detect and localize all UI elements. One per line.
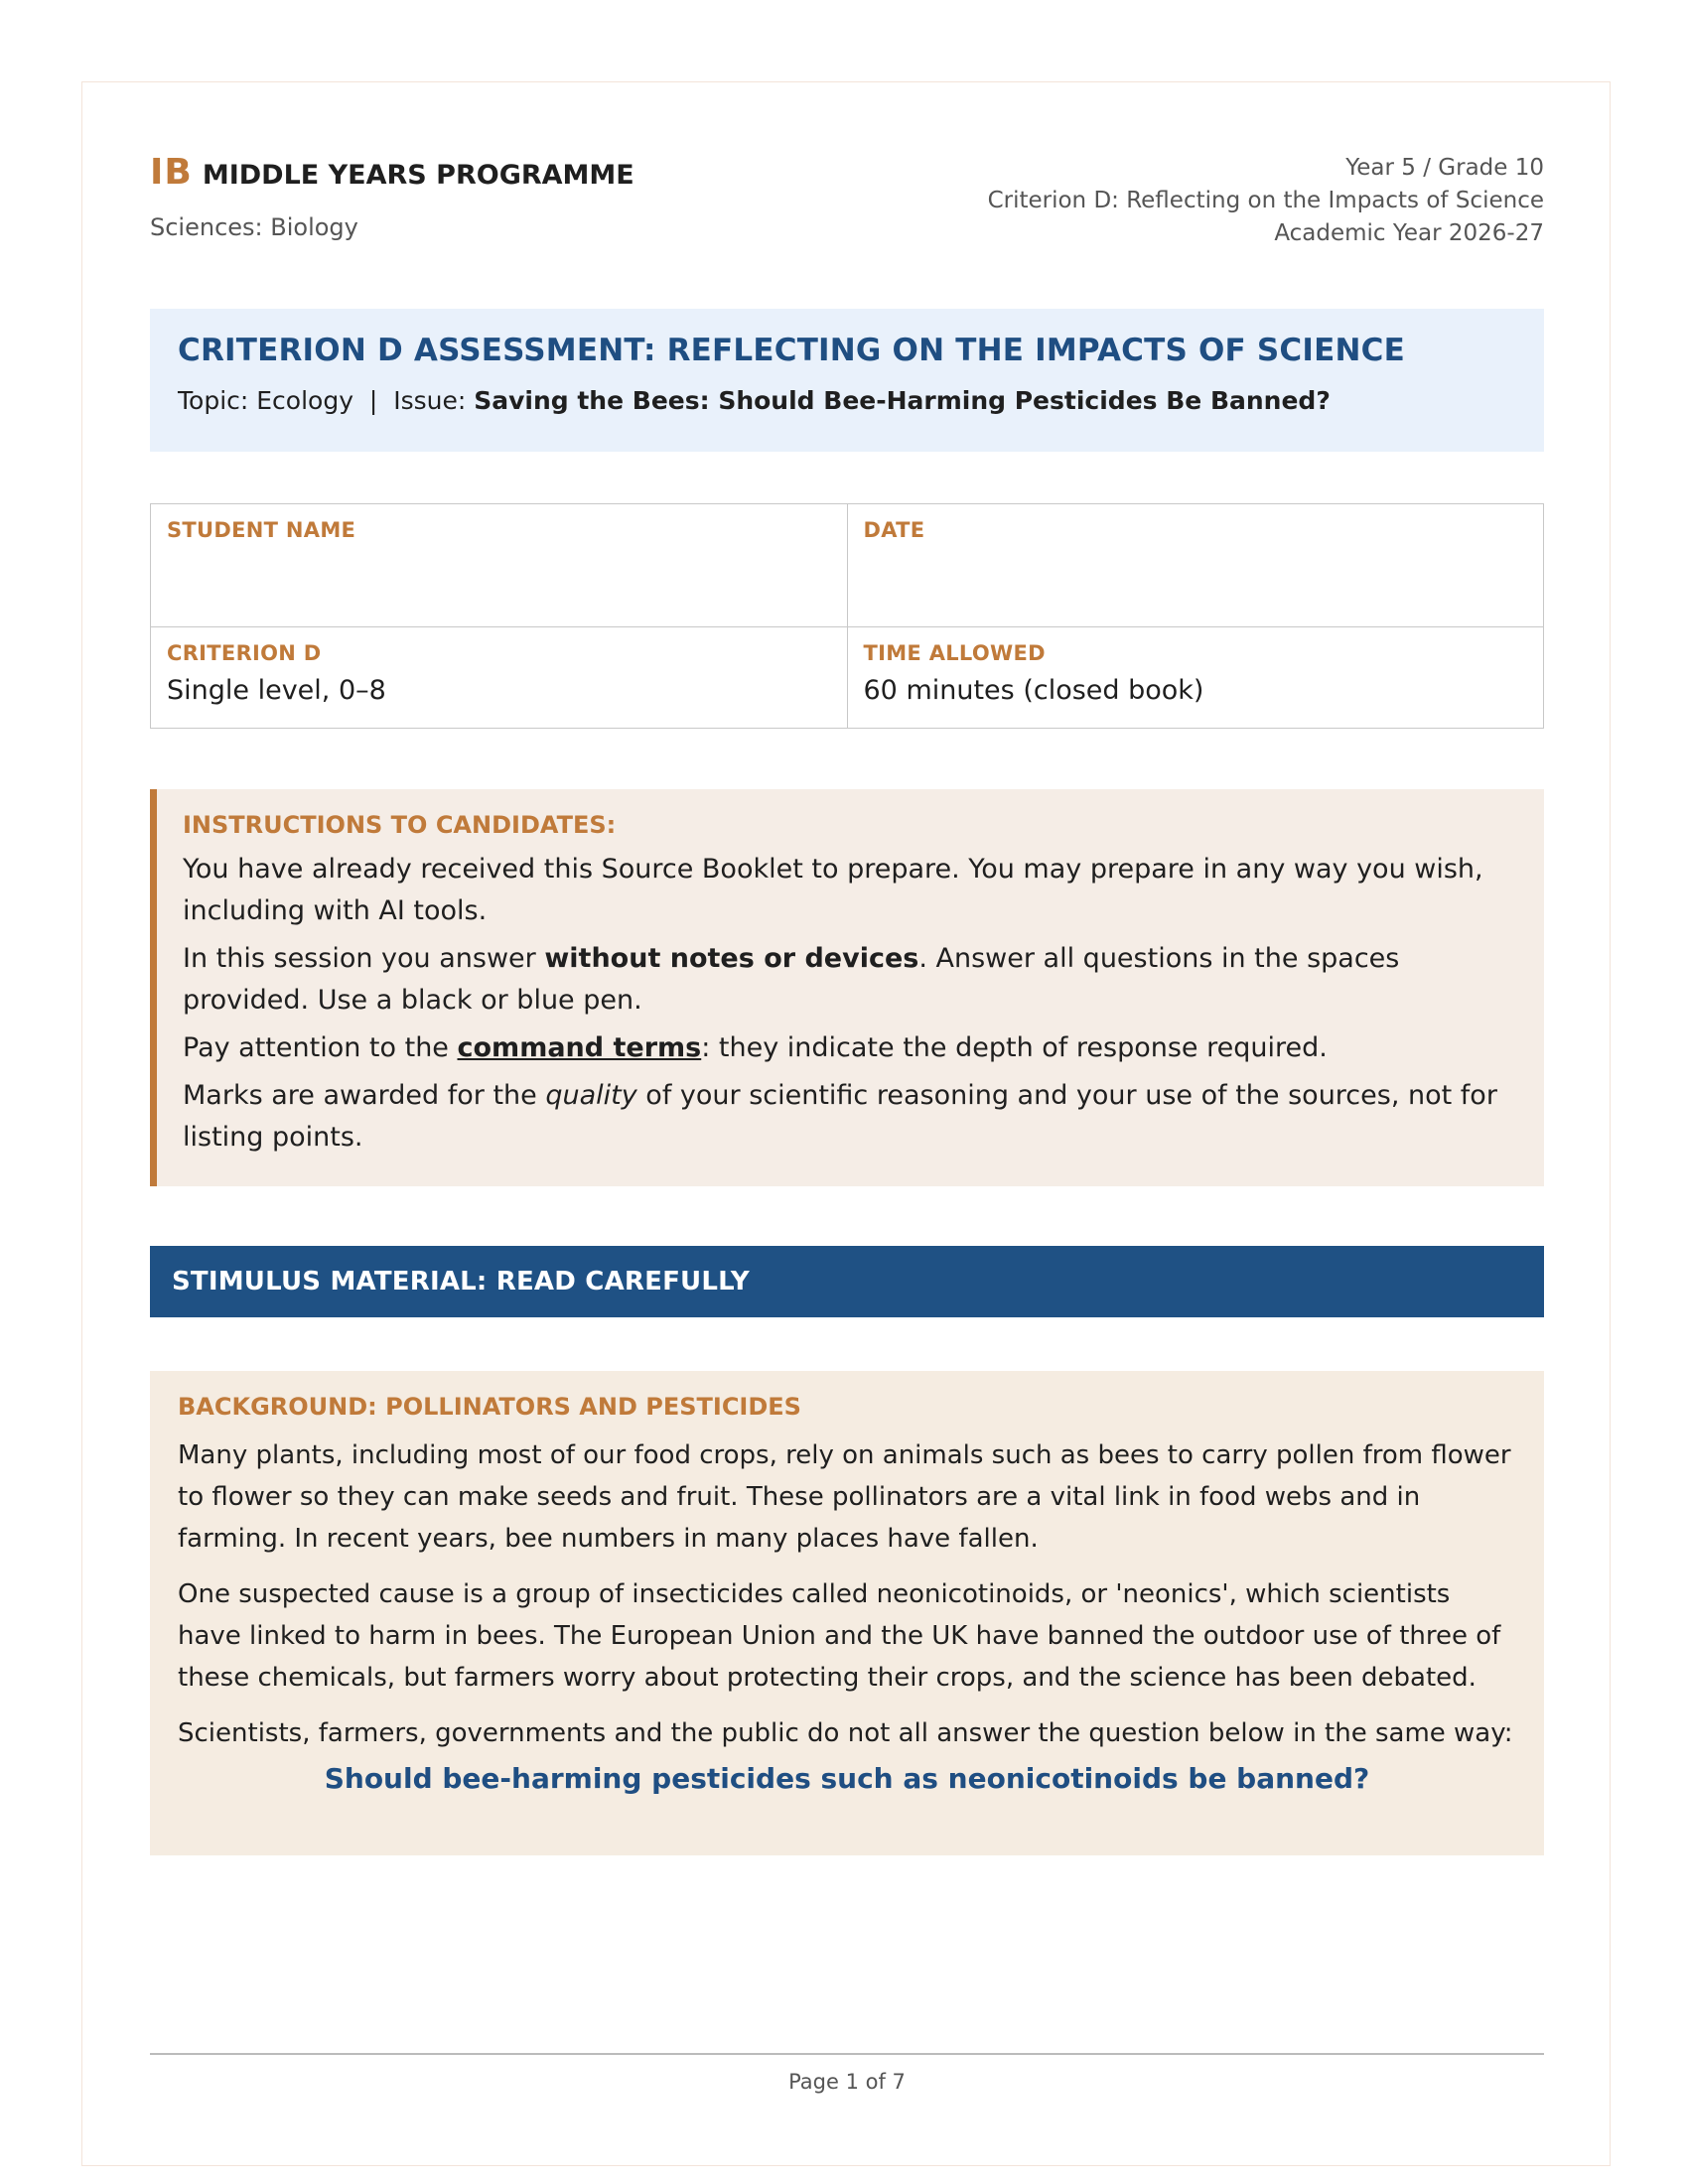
page-header xyxy=(150,152,1544,251)
quality-text: quality xyxy=(545,1080,637,1111)
background-box xyxy=(150,1371,1544,1855)
instruction-text: : they indicate the depth of response required. xyxy=(701,1032,1328,1063)
header-meta xyxy=(988,152,1544,250)
info-row xyxy=(151,504,1544,627)
footer-divider xyxy=(150,2053,1544,2055)
page-number: Page 1 of 7 xyxy=(788,2070,906,2094)
instruction-paragraph xyxy=(183,938,1518,1022)
topic-prefix: Topic: Ecology | Issue: xyxy=(178,386,475,415)
background-paragraph: One suspected cause is a group of insecticides called neonicotinoids, or 'neonics', which scientists have linked to harm in bees. The European Union and the UK have banned the outdoor use of three of these chemicals, but farmers worry about protecting their crops, and the science has been debated. xyxy=(178,1579,1501,1693)
time-allowed-value: 60 minutes (closed book) xyxy=(863,675,1204,706)
background-paragraph: Scientists, farmers, governments and the public do not all answer the question below in the same way: xyxy=(178,1718,1513,1748)
assessment-title-box xyxy=(150,309,1544,452)
background-heading: BACKGROUND: POLLINATORS AND PESTICIDES xyxy=(178,1393,801,1421)
command-terms-text: command terms xyxy=(457,1032,702,1063)
instructions-box xyxy=(150,789,1544,1186)
criterion-cell xyxy=(151,627,848,729)
time-allowed-label: TIME ALLOWED xyxy=(863,641,1046,665)
subject-label: Sciences: Biology xyxy=(150,213,358,241)
criterion-label: CRITERION D xyxy=(167,641,322,665)
key-question: Should bee-harming pesticides such as neonicotinoids be banned? xyxy=(324,1762,1370,1795)
assessment-title: CRITERION D ASSESSMENT: REFLECTING ON THE IMPACTS OF SCIENCE xyxy=(178,333,1405,368)
issue-title: Saving the Bees: Should Bee-Harming Pesticides Be Banned? xyxy=(474,386,1331,415)
instruction-paragraph: You have already received this Source Booklet to prepare. You may prepare in any way you wish, including with AI tools. xyxy=(183,854,1483,926)
page xyxy=(81,81,1611,2166)
date-label: DATE xyxy=(863,518,925,542)
criterion-subtitle: Criterion D: Reflecting on the Impacts of Science xyxy=(987,188,1544,213)
topic-line xyxy=(178,386,1516,415)
emphasis-text: without notes or devices xyxy=(544,943,919,974)
instruction-text: Pay attention to the xyxy=(183,1032,458,1063)
instruction-text: In this session you answer xyxy=(183,943,545,974)
info-row xyxy=(151,627,1544,729)
academic-year: Academic Year 2026-27 xyxy=(1274,220,1544,246)
student-info-table xyxy=(150,503,1544,729)
time-allowed-cell xyxy=(847,627,1544,729)
year-grade: Year 5 / Grade 10 xyxy=(1345,155,1544,181)
instruction-paragraph xyxy=(183,1075,1518,1159)
instruction-paragraph xyxy=(183,1027,1518,1069)
date-cell[interactable] xyxy=(847,504,1544,627)
background-paragraph: Many plants, including most of our food crops, rely on animals such as bees to carry pollen from flower to flower so they can make seeds and fruit. These pollinators are a vital link in food webs and in farming. In recent years, bee numbers in many places have fallen. xyxy=(178,1440,1511,1554)
student-name-label: STUDENT NAME xyxy=(167,518,356,542)
criterion-value: Single level, 0–8 xyxy=(167,675,386,706)
instruction-text: Marks are awarded for the xyxy=(183,1080,546,1111)
student-name-cell[interactable] xyxy=(151,504,848,627)
stimulus-heading-bar: STIMULUS MATERIAL: READ CAREFULLY xyxy=(150,1246,1544,1317)
instruction-text: . Answer all questions in the spaces provided. Use a black or blue pen. xyxy=(183,943,1400,1016)
instructions-heading: INSTRUCTIONS TO CANDIDATES: xyxy=(183,811,617,839)
programme-brand xyxy=(150,152,634,193)
ib-logo: IB xyxy=(150,152,193,193)
programme-name: MIDDLE YEARS PROGRAMME xyxy=(202,160,634,191)
instruction-text: of your scientific reasoning and your use of the sources, not for listing points. xyxy=(183,1080,1497,1153)
